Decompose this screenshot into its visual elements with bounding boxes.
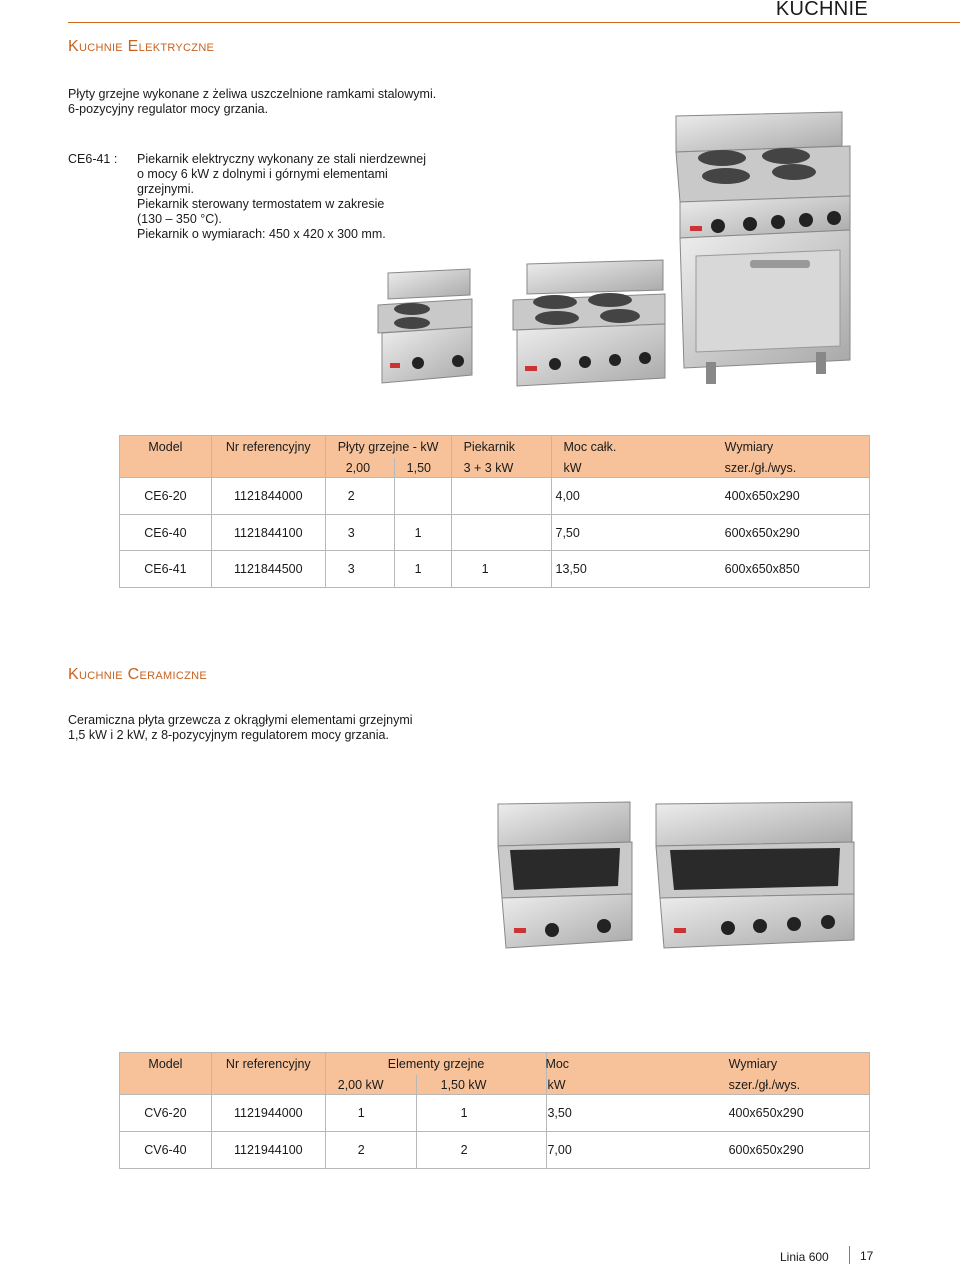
cell-plates-200: 3: [325, 551, 394, 588]
col-header-ref: Nr referencyjny: [211, 436, 325, 459]
section-title-electric: Kuchnie Elektryczne: [68, 38, 215, 55]
description-line: o mocy 6 kW z dolnymi i górnymi elementami: [137, 167, 388, 181]
page-number: 17: [860, 1249, 874, 1263]
description-line: (130 – 350 °C).: [137, 212, 222, 226]
range-ce6-41-image: [670, 110, 855, 390]
table-header-row: [120, 436, 870, 459]
ceramic-ranges-table: [119, 1052, 870, 1169]
intro-line: Ceramiczna płyta grzewcza z okrągłymi elementami grzejnymi: [68, 713, 413, 727]
description-line: Piekarnik elektryczny wykonany ze stali nierdzewnej: [137, 152, 427, 166]
page-header-title: KUCHNIE: [775, 0, 868, 20]
electric-ranges-table: [119, 435, 870, 588]
cell-dims: 400x650x290: [725, 478, 870, 515]
col-header-dims: Wymiary: [729, 1053, 870, 1076]
table-row: [120, 551, 870, 588]
col-header-plates: Płyty grzejne - kW: [325, 436, 451, 459]
cell-model: CV6-40: [120, 1132, 212, 1169]
cell-ref: 1121944100: [211, 1132, 325, 1169]
col-header-power: Moc całk.: [551, 436, 725, 459]
oven-description: [137, 152, 427, 242]
subheader-oven: 3 + 3 kW: [451, 458, 551, 478]
col-header-oven: Piekarnik: [451, 436, 551, 459]
cell-model: CE6-40: [120, 515, 212, 551]
cell-power: 4,00: [551, 478, 725, 515]
subheader-dims: szer./gł./wys.: [725, 458, 870, 478]
cell-elements-150: 2: [416, 1132, 547, 1169]
table-row: [120, 515, 870, 551]
model-code-label: CE6-41 :: [68, 152, 118, 166]
cell-ref: 1121844000: [211, 478, 325, 515]
intro-line: 1,5 kW i 2 kW, z 8-pozycyjnym regulatorem mocy grzania.: [68, 728, 389, 742]
footer-divider: [849, 1246, 850, 1264]
cell-ref: 1121944000: [211, 1095, 325, 1132]
subheader-unit: kW: [551, 458, 725, 478]
cell-elements-200: 1: [325, 1095, 416, 1132]
range-ce6-20-image: [370, 265, 480, 390]
electric-intro: [68, 87, 436, 117]
subheader-200: 2,00 kW: [325, 1075, 416, 1095]
col-header-ref: Nr referencyjny: [211, 1053, 325, 1076]
cell-model: CE6-41: [120, 551, 212, 588]
col-header-dims: Wymiary: [725, 436, 870, 459]
range-cv6-20-image: [492, 800, 637, 950]
col-header-power: Moc: [545, 1057, 570, 1071]
cell-power: 7,00: [547, 1132, 729, 1169]
table-subheader-row: [120, 1075, 870, 1095]
range-ce6-40-image: [505, 258, 670, 393]
cell-oven: [451, 478, 551, 515]
cell-plates-200: 3: [325, 515, 394, 551]
cell-elements-200: 2: [325, 1132, 416, 1169]
col-header-model: Model: [120, 436, 212, 459]
cell-dims: 600x650x850: [725, 551, 870, 588]
cell-dims: 400x650x290: [729, 1095, 870, 1132]
cell-oven: [451, 515, 551, 551]
table-row: [120, 478, 870, 515]
subheader-unit: kW: [547, 1075, 729, 1095]
description-line: grzejnymi.: [137, 182, 194, 196]
ceramic-intro: [68, 713, 413, 743]
subheader-150: 1,50: [394, 458, 451, 478]
cell-plates-150: [394, 478, 451, 515]
subheader-150: 1,50 kW: [416, 1075, 547, 1095]
cell-power: 3,50: [547, 1095, 729, 1132]
cell-oven: 1: [451, 551, 551, 588]
cell-dims: 600x650x290: [729, 1132, 870, 1169]
cell-ref: 1121844100: [211, 515, 325, 551]
table-row: [120, 1132, 870, 1169]
subheader-dims: szer./gł./wys.: [729, 1075, 870, 1095]
table-row: [120, 1095, 870, 1132]
footer-series: Linia 600: [780, 1250, 829, 1264]
cell-elements-150: 1: [416, 1095, 547, 1132]
range-cv6-40-image: [648, 800, 858, 950]
subheader-200: 2,00: [325, 458, 394, 478]
cell-model: CE6-20: [120, 478, 212, 515]
header-rule: [68, 22, 960, 23]
cell-plates-200: 2: [325, 478, 394, 515]
table-subheader-row: [120, 458, 870, 478]
cell-plates-150: 1: [394, 515, 451, 551]
description-line: Piekarnik sterowany termostatem w zakresie: [137, 197, 385, 211]
cell-power: 13,50: [551, 551, 725, 588]
cell-power: 7,50: [551, 515, 725, 551]
cell-model: CV6-20: [120, 1095, 212, 1132]
col-header-elements: Elementy grzejne: [325, 1053, 547, 1076]
cell-dims: 600x650x290: [725, 515, 870, 551]
cell-plates-150: 1: [394, 551, 451, 588]
description-line: Piekarnik o wymiarach: 450 x 420 x 300 mm.: [137, 227, 386, 241]
cell-ref: 1121844500: [211, 551, 325, 588]
intro-line: Płyty grzejne wykonane z żeliwa uszczelnione ramkami stalowymi.: [68, 87, 437, 101]
col-header-model: Model: [120, 1053, 212, 1076]
table-header-row: [120, 1053, 870, 1076]
section-title-ceramic: Kuchnie Ceramiczne: [68, 666, 208, 683]
intro-line: 6-pozycyjny regulator mocy grzania.: [68, 102, 269, 116]
